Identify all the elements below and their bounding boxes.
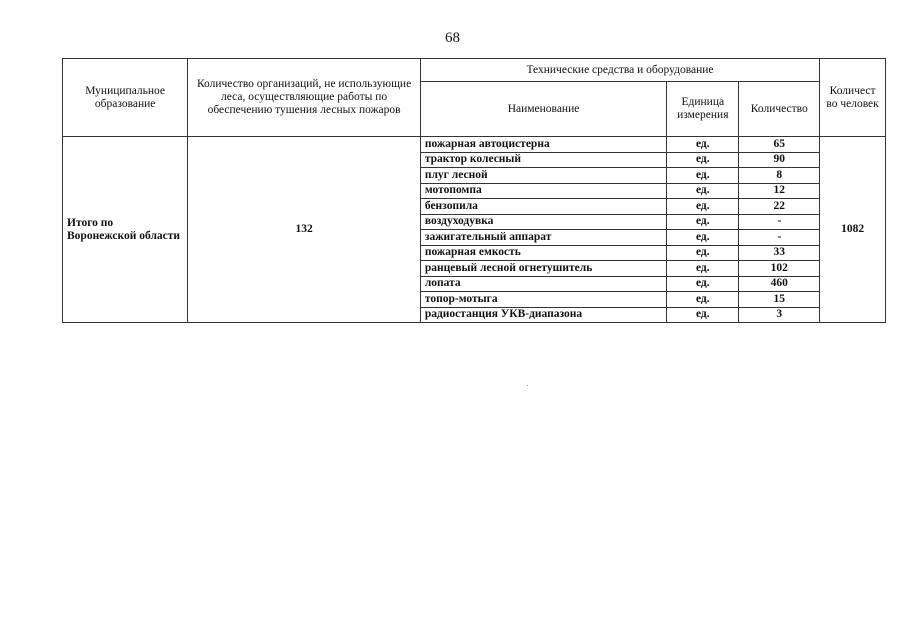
equipment-quantity: 65 [739, 137, 820, 153]
header-unit: Единица измерения [667, 82, 739, 137]
equipment-name: пожарная автоцистерна [420, 137, 666, 153]
equipment-quantity: 12 [739, 183, 820, 199]
equipment-quantity: 102 [739, 261, 820, 277]
equipment-name: зажигательный аппарат [420, 230, 666, 246]
equipment-quantity: 15 [739, 292, 820, 308]
equipment-name: мотопомпа [420, 183, 666, 199]
equipment-unit: ед. [667, 199, 739, 215]
equipment-unit: ед. [667, 137, 739, 153]
equipment-unit: ед. [667, 152, 739, 168]
equipment-name: радиостанция УКВ-диапазона [420, 307, 666, 323]
equipment-quantity: 90 [739, 152, 820, 168]
equipment-name: ранцевый лесной огнетушитель [420, 261, 666, 277]
equipment-unit: ед. [667, 230, 739, 246]
page-number: 68 [445, 30, 460, 46]
equipment-name: воздуходувка [420, 214, 666, 230]
equipment-name: пожарная емкость [420, 245, 666, 261]
summary-municipality: Итого по Воронежской области [63, 137, 188, 323]
equipment-name: топор-мотыга [420, 292, 666, 308]
equipment-quantity: 22 [739, 199, 820, 215]
equipment-unit: ед. [667, 214, 739, 230]
equipment-quantity: 33 [739, 245, 820, 261]
header-org-count: Количество организаций, не использующие леса, осуществляющие работы по обеспечению тушения лесных пожаров [188, 59, 421, 137]
summary-people: 1082 [820, 137, 886, 323]
equipment-unit: ед. [667, 292, 739, 308]
equipment-quantity: 8 [739, 168, 820, 184]
equipment-unit: ед. [667, 183, 739, 199]
header-name: Наименование [420, 82, 666, 137]
table-row [63, 137, 886, 153]
table-body [63, 137, 886, 323]
equipment-name: бензопила [420, 199, 666, 215]
summary-org-count: 132 [188, 137, 421, 323]
header-equipment-group: Технические средства и оборудование [420, 59, 819, 82]
equipment-name: трактор колесный [420, 152, 666, 168]
header-municipality: Муниципальное образование [63, 59, 188, 137]
equipment-unit: ед. [667, 168, 739, 184]
equipment-unit: ед. [667, 245, 739, 261]
equipment-unit: ед. [667, 261, 739, 277]
equipment-quantity: 460 [739, 276, 820, 292]
scan-speck [527, 385, 528, 386]
header-people: Количест во человек [820, 59, 886, 137]
equipment-table [62, 58, 886, 323]
equipment-name: лопата [420, 276, 666, 292]
equipment-quantity: 3 [739, 307, 820, 323]
equipment-unit: ед. [667, 307, 739, 323]
equipment-quantity: - [739, 230, 820, 246]
equipment-unit: ед. [667, 276, 739, 292]
equipment-quantity: - [739, 214, 820, 230]
header-quantity: Количество [739, 82, 820, 137]
equipment-name: плуг лесной [420, 168, 666, 184]
